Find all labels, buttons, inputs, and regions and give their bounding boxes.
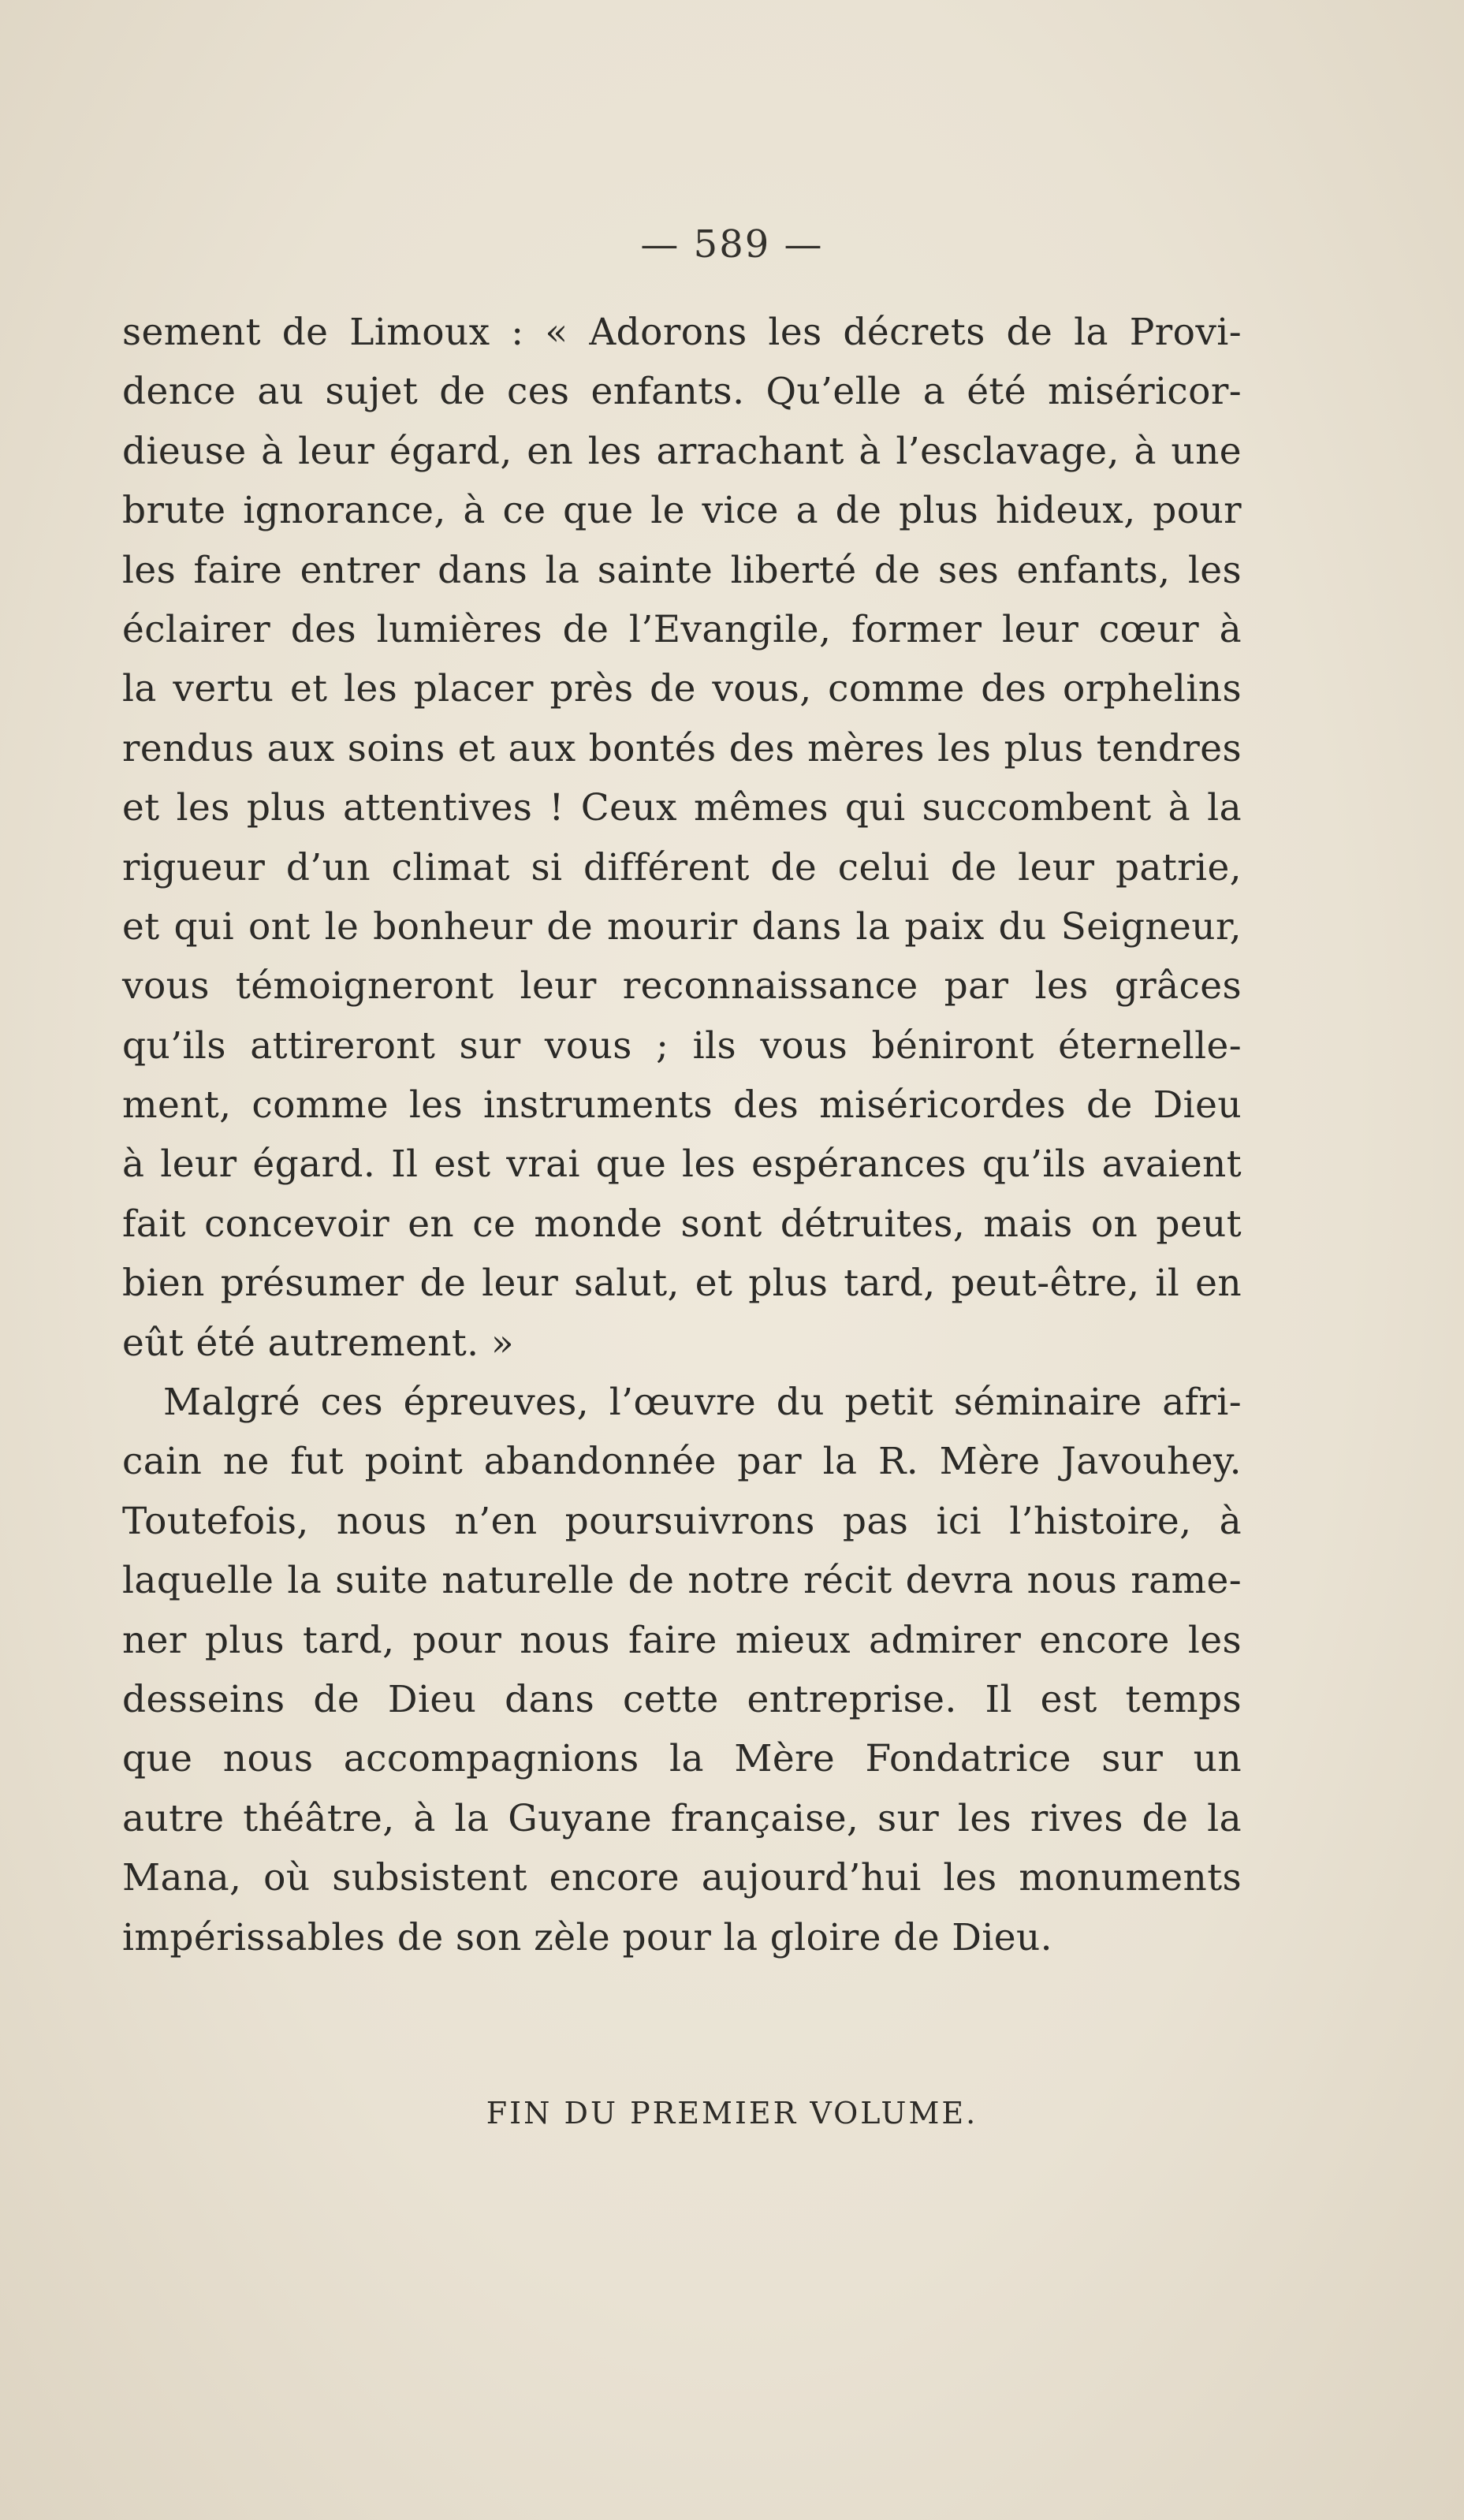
text-line: Toutefois, nous n’en poursuivrons pas ici l’histoire, à — [122, 1499, 1242, 1543]
text-line: rigueur d’un climat si différent de celui de leur patrie, — [122, 845, 1242, 889]
text-line: la vertu et les placer près de vous, comme des orphelins — [122, 667, 1242, 711]
text-line: que nous accompagnions la Mère Fondatrice sur un — [122, 1737, 1242, 1781]
text-line: Mana, où subsistent encore aujourd’hui les monuments — [122, 1856, 1242, 1900]
text-line: les faire entrer dans la sainte liberté de ses enfants, les — [122, 548, 1242, 592]
body-text — [122, 303, 1242, 1967]
text-line: dieuse à leur égard, en les arrachant à l’esclavage, à une — [122, 429, 1242, 473]
text-line: sement de Limoux : « Adorons les décrets de la Provi- — [122, 311, 1242, 354]
text-line: à leur égard. Il est vrai que les espérances qu’ils avaient — [122, 1143, 1242, 1187]
text-line: cain ne fut point abandonnée par la R. Mère Javouhey. — [122, 1440, 1242, 1484]
text-line: ment, comme les instruments des miséricordes de Dieu — [122, 1083, 1242, 1128]
text-line: qu’ils attireront sur vous ; ils vous béniront éternelle- — [122, 1023, 1242, 1068]
text-line: ner plus tard, pour nous faire mieux admirer encore les — [122, 1618, 1242, 1662]
text-line: et qui ont le bonheur de mourir dans la paix du Seigneur, — [122, 904, 1242, 949]
text-line: brute ignorance, à ce que le vice a de plus hideux, pour — [122, 489, 1242, 533]
page-number: — 589 — — [640, 222, 824, 267]
text-line: desseins de Dieu dans cette entreprise. Il est temps — [122, 1677, 1242, 1721]
text-line: Malgré ces épreuves, l’œuvre du petit séminaire afri- — [163, 1381, 1242, 1425]
text-line: eût été autrement. » — [122, 1321, 515, 1365]
text-line: éclairer des lumières de l’Evangile, former leur cœur à — [122, 607, 1242, 651]
text-line: autre théâtre, à la Guyane française, sur les rives de la — [122, 1796, 1242, 1840]
text-line: impérissables de son zèle pour la gloire de Dieu. — [122, 1915, 1052, 1959]
closing-line: FIN DU PREMIER VOLUME. — [486, 2096, 978, 2130]
text-line: bien présumer de leur salut, et plus tard, peut-être, il en — [122, 1262, 1242, 1306]
text-line: et les plus attentives ! Ceux mêmes qui succombent à la — [122, 786, 1242, 830]
text-line: dence au sujet de ces enfants. Qu’elle a été miséricor- — [122, 370, 1242, 414]
text-line: vous témoigneront leur reconnaissance par les grâces — [122, 964, 1242, 1008]
text-line: fait concevoir en ce monde sont détruites, mais on peut — [122, 1202, 1242, 1246]
text-line: rendus aux soins et aux bontés des mères les plus tendres — [122, 726, 1242, 770]
text-line: laquelle la suite naturelle de notre récit devra nous rame- — [122, 1559, 1242, 1603]
